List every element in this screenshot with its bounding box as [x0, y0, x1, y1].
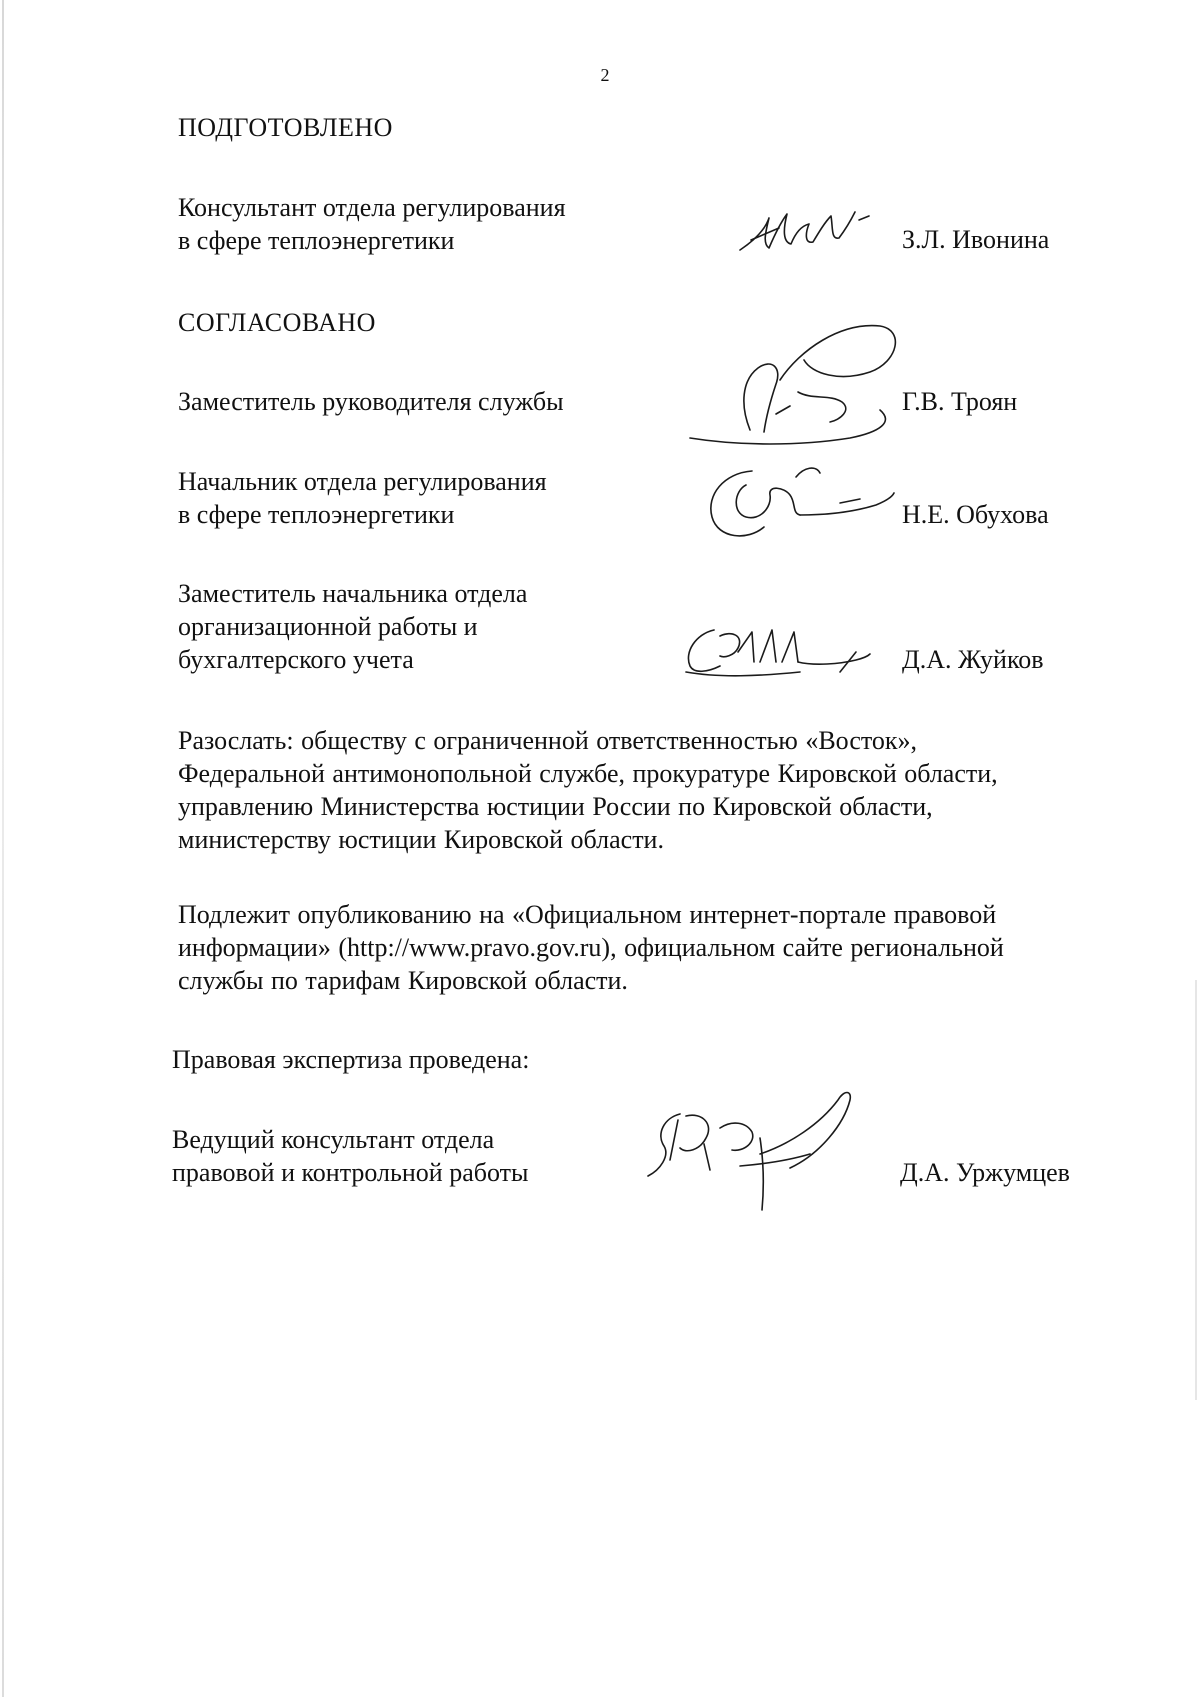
- publication-line: Подлежит опубликованию на «Официальном интернет-портале правовой: [178, 900, 997, 929]
- scan-edge-left: [2, 0, 4, 1697]
- agreed-3-position-line-2: организационной работы и: [178, 612, 478, 641]
- agreed-3-position-line-3: бухгалтерского учета: [178, 645, 414, 674]
- scan-edge-right: [1195, 980, 1197, 1400]
- signature-obukhova-icon: [700, 455, 900, 550]
- legal-review-position-line-2: правовой и контрольной работы: [172, 1158, 529, 1187]
- agreed-heading: СОГЛАСОВАНО: [178, 308, 376, 337]
- distribution-line: управлению Министерства юстиции России по Кировской области,: [178, 792, 933, 821]
- signature-urzhumtsev-icon: [640, 1084, 870, 1214]
- prepared-heading: ПОДГОТОВЛЕНО: [178, 113, 393, 142]
- agreed-1-name: Г.В. Троян: [902, 387, 1018, 416]
- distribution-paragraph: [178, 724, 1124, 856]
- publication-paragraph: [178, 898, 1124, 997]
- distribution-line: Разослать: обществу с ограниченной ответственностью «Восток»,: [178, 726, 918, 755]
- agreed-3-position-line-1: Заместитель начальника отдела: [178, 579, 528, 608]
- agreed-2-position-line-2: в сфере теплоэнергетики: [178, 500, 455, 529]
- agreed-3-name: Д.А. Жуйков: [902, 645, 1044, 674]
- agreed-1-position-line-1: Заместитель руководителя службы: [178, 387, 564, 416]
- agreed-2-position-line-1: Начальник отдела регулирования: [178, 467, 547, 496]
- signature-zhuykov-icon: [680, 622, 885, 687]
- distribution-line: министерству юстиции Кировской области.: [178, 825, 664, 854]
- publication-line: службы по тарифам Кировской области.: [178, 966, 628, 995]
- prepared-name: З.Л. Ивонина: [902, 225, 1050, 254]
- legal-review-position-line-1: Ведущий консультант отдела: [172, 1125, 495, 1154]
- page-number: 2: [600, 65, 610, 85]
- agreed-2-name: Н.Е. Обухова: [902, 500, 1049, 529]
- publication-line: информации» (http://www.pravo.gov.ru), официальном сайте региональной: [178, 933, 1004, 962]
- signature-ivonina-icon: [735, 200, 875, 270]
- distribution-line: Федеральной антимонопольной службе, прокуратуре Кировской области,: [178, 759, 998, 788]
- prepared-position-line-2: в сфере теплоэнергетики: [178, 226, 455, 255]
- legal-review-heading: Правовая экспертиза проведена:: [172, 1045, 530, 1074]
- legal-review-name: Д.А. Уржумцев: [900, 1158, 1070, 1187]
- prepared-position-line-1: Консультант отдела регулирования: [178, 193, 566, 222]
- signature-troyan-icon: [680, 310, 910, 460]
